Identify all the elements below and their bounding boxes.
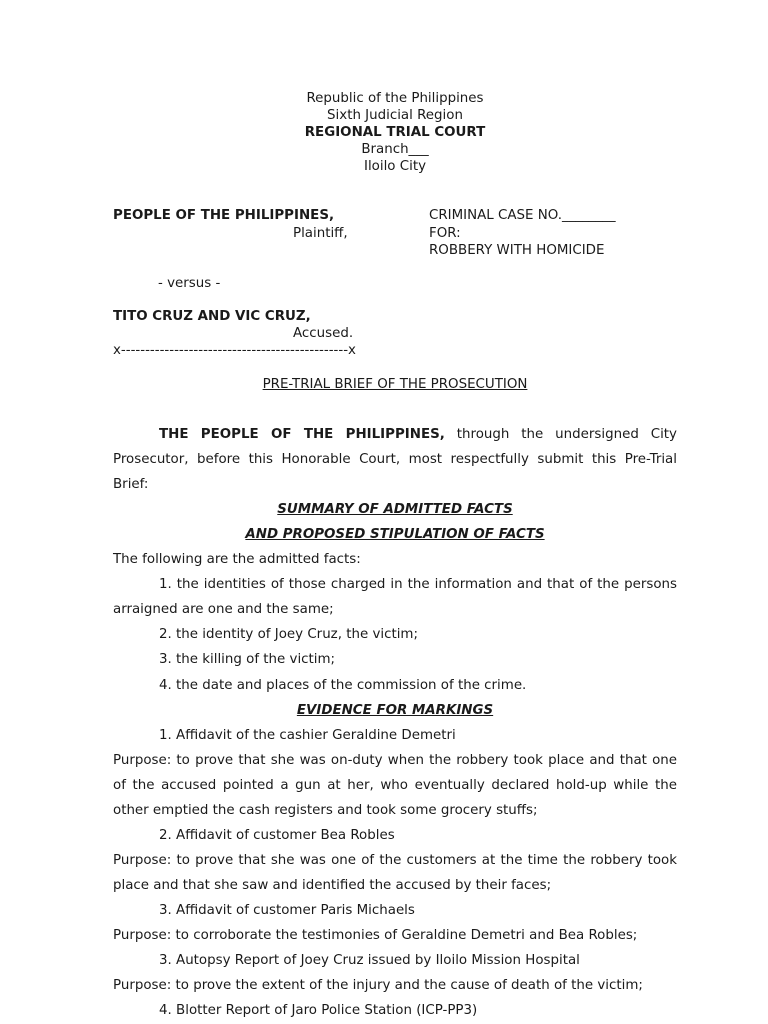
document-title: PRE-TRIAL BRIEF OF THE PROSECUTION xyxy=(262,377,528,392)
intro-paragraph xyxy=(113,422,677,497)
evidence-purpose-1: Purpose: to prove that she was on-duty when the robbery took place and that one of the accused pointed a gun at her, who eventually declared hold-up while the other emptied the cash registers and took some grocery stuffs; xyxy=(113,753,677,819)
accused-role: Accused. xyxy=(293,326,354,341)
header-court: REGIONAL TRIAL COURT xyxy=(304,125,486,140)
fact-2: 2. the identity of Joey Cruz, the victim; xyxy=(159,627,418,642)
evidence-item-1: 1. Affidavit of the cashier Geraldine Demetri xyxy=(159,728,456,743)
case-number: CRIMINAL CASE NO.________ xyxy=(429,208,616,223)
section1-heading-2: AND PROPOSED STIPULATION OF FACTS xyxy=(245,527,545,542)
evidence-purpose-4: Purpose: to prove the extent of the injury and the cause of death of the victim; xyxy=(113,978,643,993)
section2-heading: EVIDENCE FOR MARKINGS xyxy=(296,703,494,718)
fact-3: 3. the killing of the victim; xyxy=(159,652,336,667)
fact-4: 4. the date and places of the commission of the crime. xyxy=(159,678,527,693)
evidence-purpose-2: Purpose: to prove that she was one of the customers at the time the robbery took place and that she saw and identified the accused by their faces; xyxy=(113,853,677,894)
versus: - versus - xyxy=(158,276,221,291)
intro-text: through the undersigned City Prosecutor, before this Honorable Court, most respectfully submit this Pre-Trial Brief: xyxy=(113,427,677,493)
section1-heading-1: SUMMARY OF ADMITTED FACTS xyxy=(277,502,513,517)
facts-lead: The following are the admitted facts: xyxy=(113,552,361,567)
evidence-purpose-3: Purpose: to corroborate the testimonies of Geraldine Demetri and Bea Robles; xyxy=(113,928,638,943)
offense: ROBBERY WITH HOMICIDE xyxy=(429,243,605,258)
header-republic: Republic of the Philippines xyxy=(306,91,484,106)
evidence-item-4: 3. Autopsy Report of Joey Cruz issued by Iloilo Mission Hospital xyxy=(159,953,580,968)
plaintiff-role: Plaintiff, xyxy=(293,226,348,241)
accused-name: TITO CRUZ AND VIC CRUZ, xyxy=(113,309,311,324)
header-city: Iloilo City xyxy=(364,159,426,174)
evidence-item-2: 2. Affidavit of customer Bea Robles xyxy=(159,828,395,843)
fact-1: 1. the identities of those charged in the information and that of the persons arraigned are one and the same; xyxy=(113,577,677,618)
header-branch: Branch___ xyxy=(361,142,429,157)
header-region: Sixth Judicial Region xyxy=(327,108,463,123)
caption-separator: x-----------------------------------------------x xyxy=(113,343,356,358)
plaintiff-name: PEOPLE OF THE PHILIPPINES, xyxy=(113,208,335,223)
for-label: FOR: xyxy=(429,226,461,241)
intro-lead: THE PEOPLE OF THE PHILIPPINES, xyxy=(159,427,445,442)
evidence-item-3: 3. Affidavit of customer Paris Michaels xyxy=(159,903,415,918)
evidence-item-5: 4. Blotter Report of Jaro Police Station (ICP-PP3) xyxy=(159,1003,478,1018)
